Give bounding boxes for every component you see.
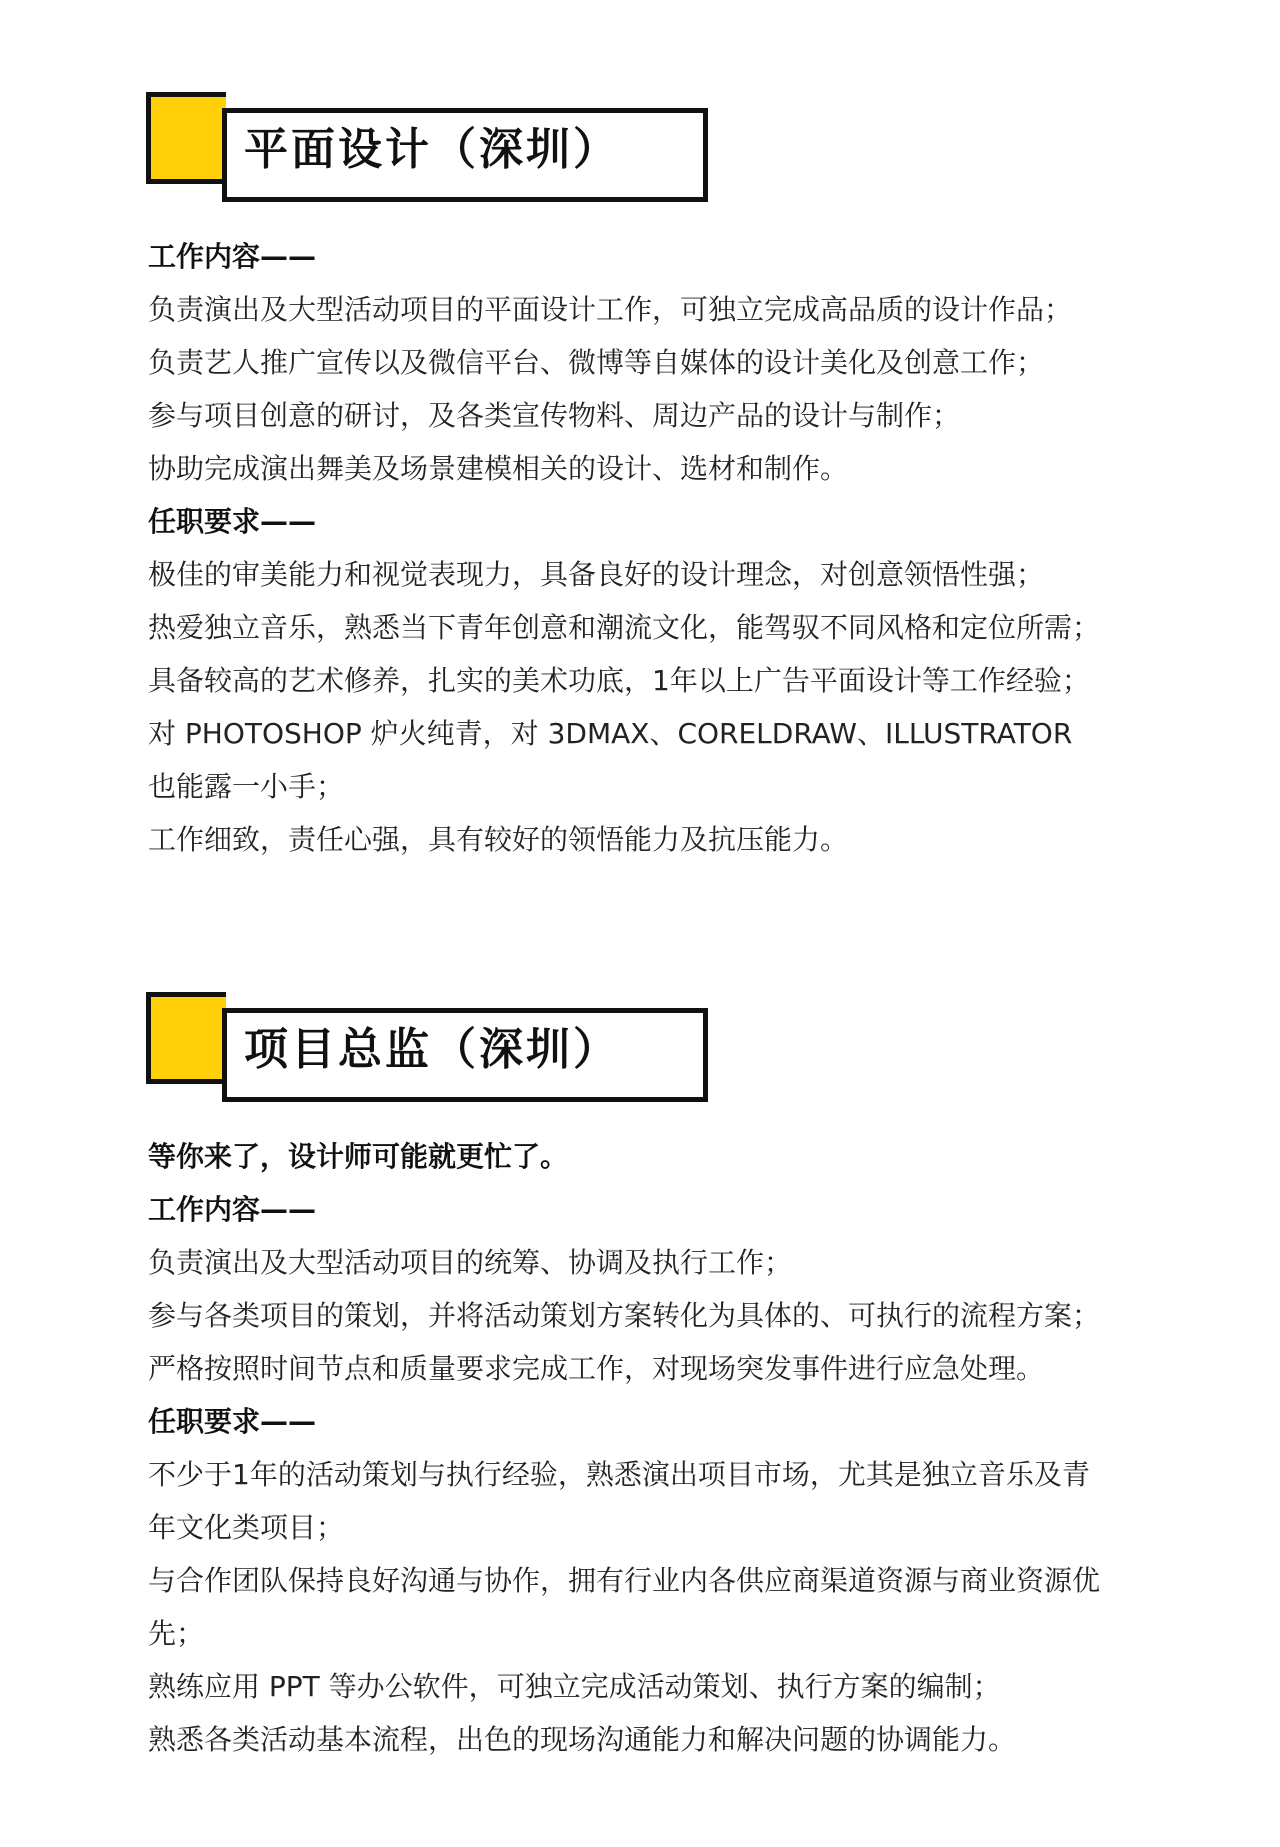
body-line: 熟练应用 PPT 等办公软件，可独立完成活动策划、执行方案的编制；	[148, 1670, 1001, 1703]
body-line: 具备较高的艺术修养，扎实的美术功底，1年以上广告平面设计等工作经验；	[148, 664, 1090, 697]
body-line-subheading: 工作内容——	[148, 1193, 317, 1226]
body-line: 年文化类项目；	[148, 1511, 345, 1544]
body-line: 参与项目创意的研讨，及各类宣传物料、周边产品的设计与制作；	[148, 399, 961, 432]
body-line: 极佳的审美能力和视觉表现力，具备良好的设计理念，对创意领悟性强；	[148, 558, 1045, 591]
section-header	[0, 0, 1280, 220]
body-line: 不少于1年的活动策划与执行经验，熟悉演出项目市场，尤其是独立音乐及青	[148, 1458, 1090, 1491]
body-line: 工作细致，责任心强，具有较好的领悟能力及抗压能力。	[148, 823, 849, 856]
section-body	[148, 230, 1148, 866]
body-line: 熟悉各类活动基本流程，出色的现场沟通能力和解决问题的协调能力。	[148, 1723, 1017, 1756]
body-line: 先；	[148, 1617, 205, 1650]
section-body	[148, 1130, 1148, 1766]
body-line: 对 PHOTOSHOP 炉火纯青，对 3DMAX、CORELDRAW、ILLUSTRATOR	[148, 717, 1073, 750]
body-line: 负责演出及大型活动项目的平面设计工作，可独立完成高品质的设计作品；	[148, 293, 1073, 326]
body-line-subheading: 任职要求——	[148, 505, 317, 538]
body-line-subheading: 工作内容——	[148, 240, 317, 273]
section-title: 项目总监（深圳）	[244, 1024, 620, 1075]
body-line: 热爱独立音乐，熟悉当下青年创意和潮流文化，能驾驭不同风格和定位所需；	[148, 611, 1101, 644]
body-line: 负责演出及大型活动项目的统筹、协调及执行工作；	[148, 1246, 793, 1279]
body-line: 与合作团队保持良好沟通与协作，拥有行业内各供应商渠道资源与商业资源优	[148, 1564, 1101, 1597]
body-line: 严格按照时间节点和质量要求完成工作，对现场突发事件进行应急处理。	[148, 1352, 1045, 1385]
body-line-subheading: 任职要求——	[148, 1405, 317, 1438]
section-title: 平面设计（深圳）	[244, 124, 620, 175]
body-line: 负责艺人推广宣传以及微信平台、微博等自媒体的设计美化及创意工作；	[148, 346, 1045, 379]
body-line-tagline: 等你来了，设计师可能就更忙了。	[148, 1140, 569, 1173]
section-header	[0, 900, 1280, 1120]
body-line: 协助完成演出舞美及场景建模相关的设计、选材和制作。	[148, 452, 849, 485]
body-line: 也能露一小手；	[148, 770, 345, 803]
body-line: 参与各类项目的策划，并将活动策划方案转化为具体的、可执行的流程方案；	[148, 1299, 1101, 1332]
